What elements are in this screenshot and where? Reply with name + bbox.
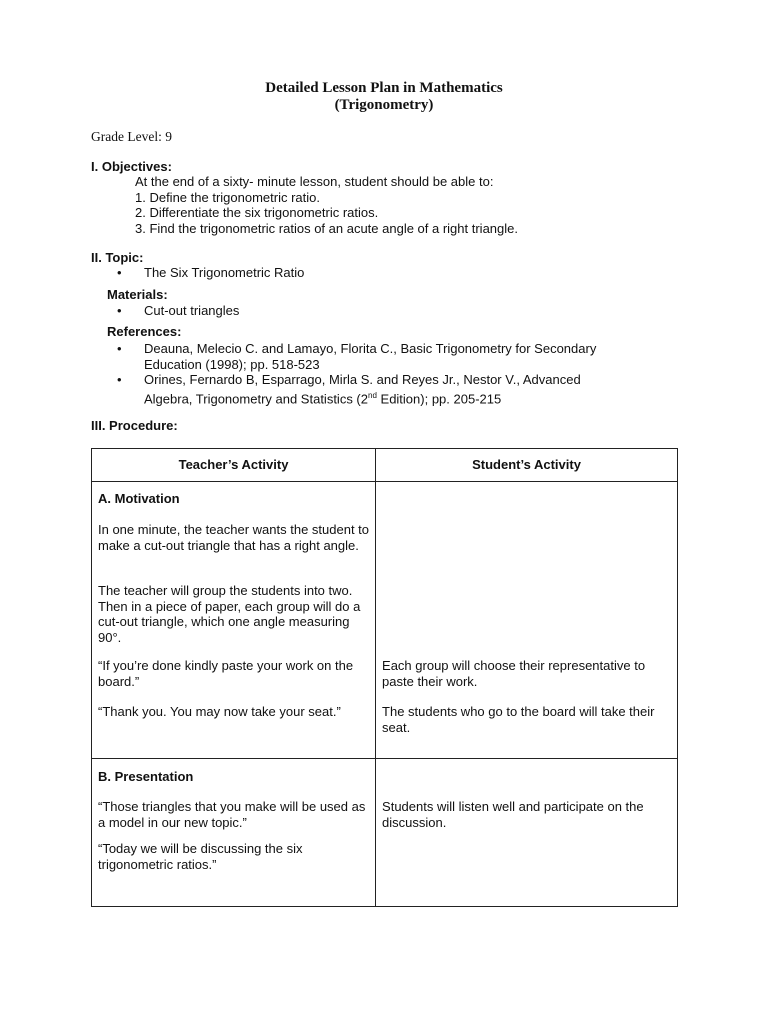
- presentation-student-text: Students will listen well and participate on the discussion.: [382, 799, 644, 830]
- bullet-icon: •: [117, 372, 122, 387]
- objectives-list: [135, 174, 518, 236]
- topic-item: • The Six Trigonometric Ratio: [117, 265, 305, 280]
- objective-item: 2. Differentiate the six trigonometric ratios.: [135, 205, 379, 220]
- motivation-student-text: The students who go to the board will take their seat.: [382, 704, 655, 735]
- topic-heading: II. Topic:: [91, 250, 144, 265]
- procedure-heading: III. Procedure:: [91, 418, 178, 433]
- reference-item: • Deauna, Melecio C. and Lamayo, Florita C., Basic Trigonometry for Secondary Education (1998); pp. 518-523: [117, 341, 597, 372]
- motivation-teacher-text: “Thank you. You may now take your seat.”: [98, 704, 341, 719]
- motivation-teacher-text: The teacher will group the students into two. Then in a piece of paper, each group will do a cut-out triangle, which one angle measuring 90°.: [98, 583, 361, 645]
- table-row: [92, 482, 678, 759]
- presentation-teacher-text: “Those triangles that you make will be used as a model in our new topic.”: [98, 799, 366, 830]
- presentation-teacher-text: “Today we will be discussing the six trigonometric ratios.”: [98, 841, 303, 872]
- bullet-icon: •: [117, 265, 122, 280]
- motivation-student-text: Each group will choose their representative to paste their work.: [382, 658, 646, 689]
- reference-item: • Orines, Fernardo B, Esparrago, Mirla S. and Reyes Jr., Nestor V., Advanced Algebra, Trigonometry and Statistics (2nd Edition); pp. 205-215: [117, 372, 581, 406]
- motivation-teacher-text: “If you’re done kindly paste your work on the board.”: [98, 658, 354, 689]
- objective-item: 3. Find the trigonometric ratios of an acute angle of a right triangle.: [135, 220, 518, 236]
- motivation-teacher-text: In one minute, the teacher wants the student to make a cut-out triangle that has a right angle.: [98, 522, 370, 553]
- bullet-icon: •: [117, 303, 122, 318]
- procedure-table: [91, 448, 678, 907]
- objectives-intro: At the end of a sixty- minute lesson, student should be able to:: [135, 174, 494, 189]
- references-heading: References:: [107, 324, 182, 339]
- document-subtitle: (Trigonometry): [334, 97, 434, 113]
- column-header-teacher: Teacher’s Activity: [92, 449, 376, 482]
- motivation-teacher-cell: [92, 482, 376, 759]
- materials-item: • Cut-out triangles: [117, 303, 240, 318]
- objectives-heading: I. Objectives:: [91, 159, 172, 174]
- objective-item: 1. Define the trigonometric ratio.: [135, 189, 320, 205]
- materials-heading: Materials:: [107, 287, 168, 302]
- grade-level: Grade Level: 9: [91, 129, 172, 144]
- column-header-student: Student’s Activity: [376, 449, 678, 482]
- presentation-teacher-cell: [92, 759, 376, 907]
- bullet-icon: •: [117, 341, 122, 356]
- motivation-student-cell: [376, 482, 678, 759]
- table-header-row: [92, 449, 678, 482]
- document-title: Detailed Lesson Plan in Mathematics: [265, 80, 503, 96]
- table-row: [92, 759, 678, 907]
- presentation-title: B. Presentation: [98, 769, 194, 784]
- motivation-title: A. Motivation: [98, 491, 180, 506]
- presentation-student-cell: [376, 759, 678, 907]
